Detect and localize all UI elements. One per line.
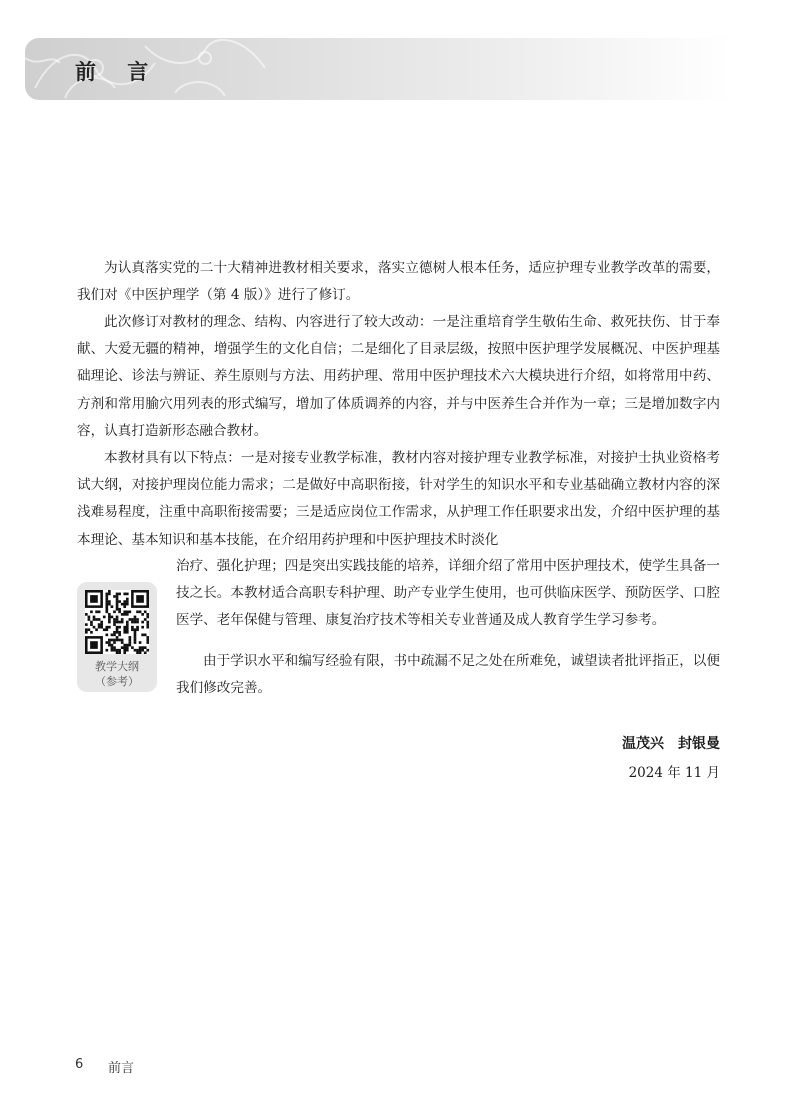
footer-section-title: 前言 <box>108 1061 135 1076</box>
chapter-title: 前 言 <box>75 60 161 84</box>
qr-label-note: （参考） <box>95 675 139 688</box>
qr-code-icon[interactable] <box>85 590 149 654</box>
author-signature: 温茂兴 封银曼 <box>622 736 720 752</box>
paragraph-1: 为认真落实党的二十大精神进教材相关要求，落实立德树人根本任务，适应护理专业教学改革的需要，我们对《中医护理学（第 4 版）》进行了修订。 <box>77 260 720 304</box>
qr-code-card[interactable] <box>77 582 157 692</box>
signature-date: 2024 年 11 月 <box>628 765 720 781</box>
paragraph-4: 由于学识水平和编写经验有限，书中疏漏不足之处在所难免，诚望读者批评指正，以便我们修改完善。 <box>176 653 720 697</box>
paragraph-3: 本教材具有以下特点：一是对接专业教学标准，教材内容对接护理专业教学标准，对接护士执业资格考试大纲，对接护理岗位能力需求；二是做好中高职衔接，针对学生的知识水平和专业基础确立教材内容的深浅难易程度，注重中高职衔接需要；三是适应岗位工作需求，从护理工作任职要求出发，介绍中医护理的基本理论、基本知识和基本技能，在介绍用药护理和中医护理技术时淡化 <box>77 450 720 548</box>
paragraph-2: 此次修订对教材的理念、结构、内容进行了较大改动：一是注重培育学生敬佑生命、救死扶伤、甘于奉献、大爱无疆的精神，增强学生的文化自信；二是细化了目录层级，按照中医护理学发展概况、中医护理基础理论、诊法与辨证、养生原则与方法、用药护理、常用中医护理技术六大模块进行介绍，如将常用中药、方剂和常用腧穴用列表的形式编写，增加了体质调养的内容，并与中医养生合并作为一章；三是增加数字内容，认真打造新形态融合教材。 <box>77 314 720 439</box>
page-number: 6 <box>75 1057 84 1072</box>
paragraph-3-continued: 治疗、强化护理；四是突出实践技能的培养，详细介绍了常用中医护理技术，使学生具备一技之长。本教材适合高职专科护理、助产专业学生使用，也可供临床医学、预防医学、口腔医学、老年保健与管理、康复治疗技术等相关专业普通及成人教育学生学习参考。 <box>176 558 720 629</box>
qr-label-title: 教学大纲 <box>95 660 139 673</box>
